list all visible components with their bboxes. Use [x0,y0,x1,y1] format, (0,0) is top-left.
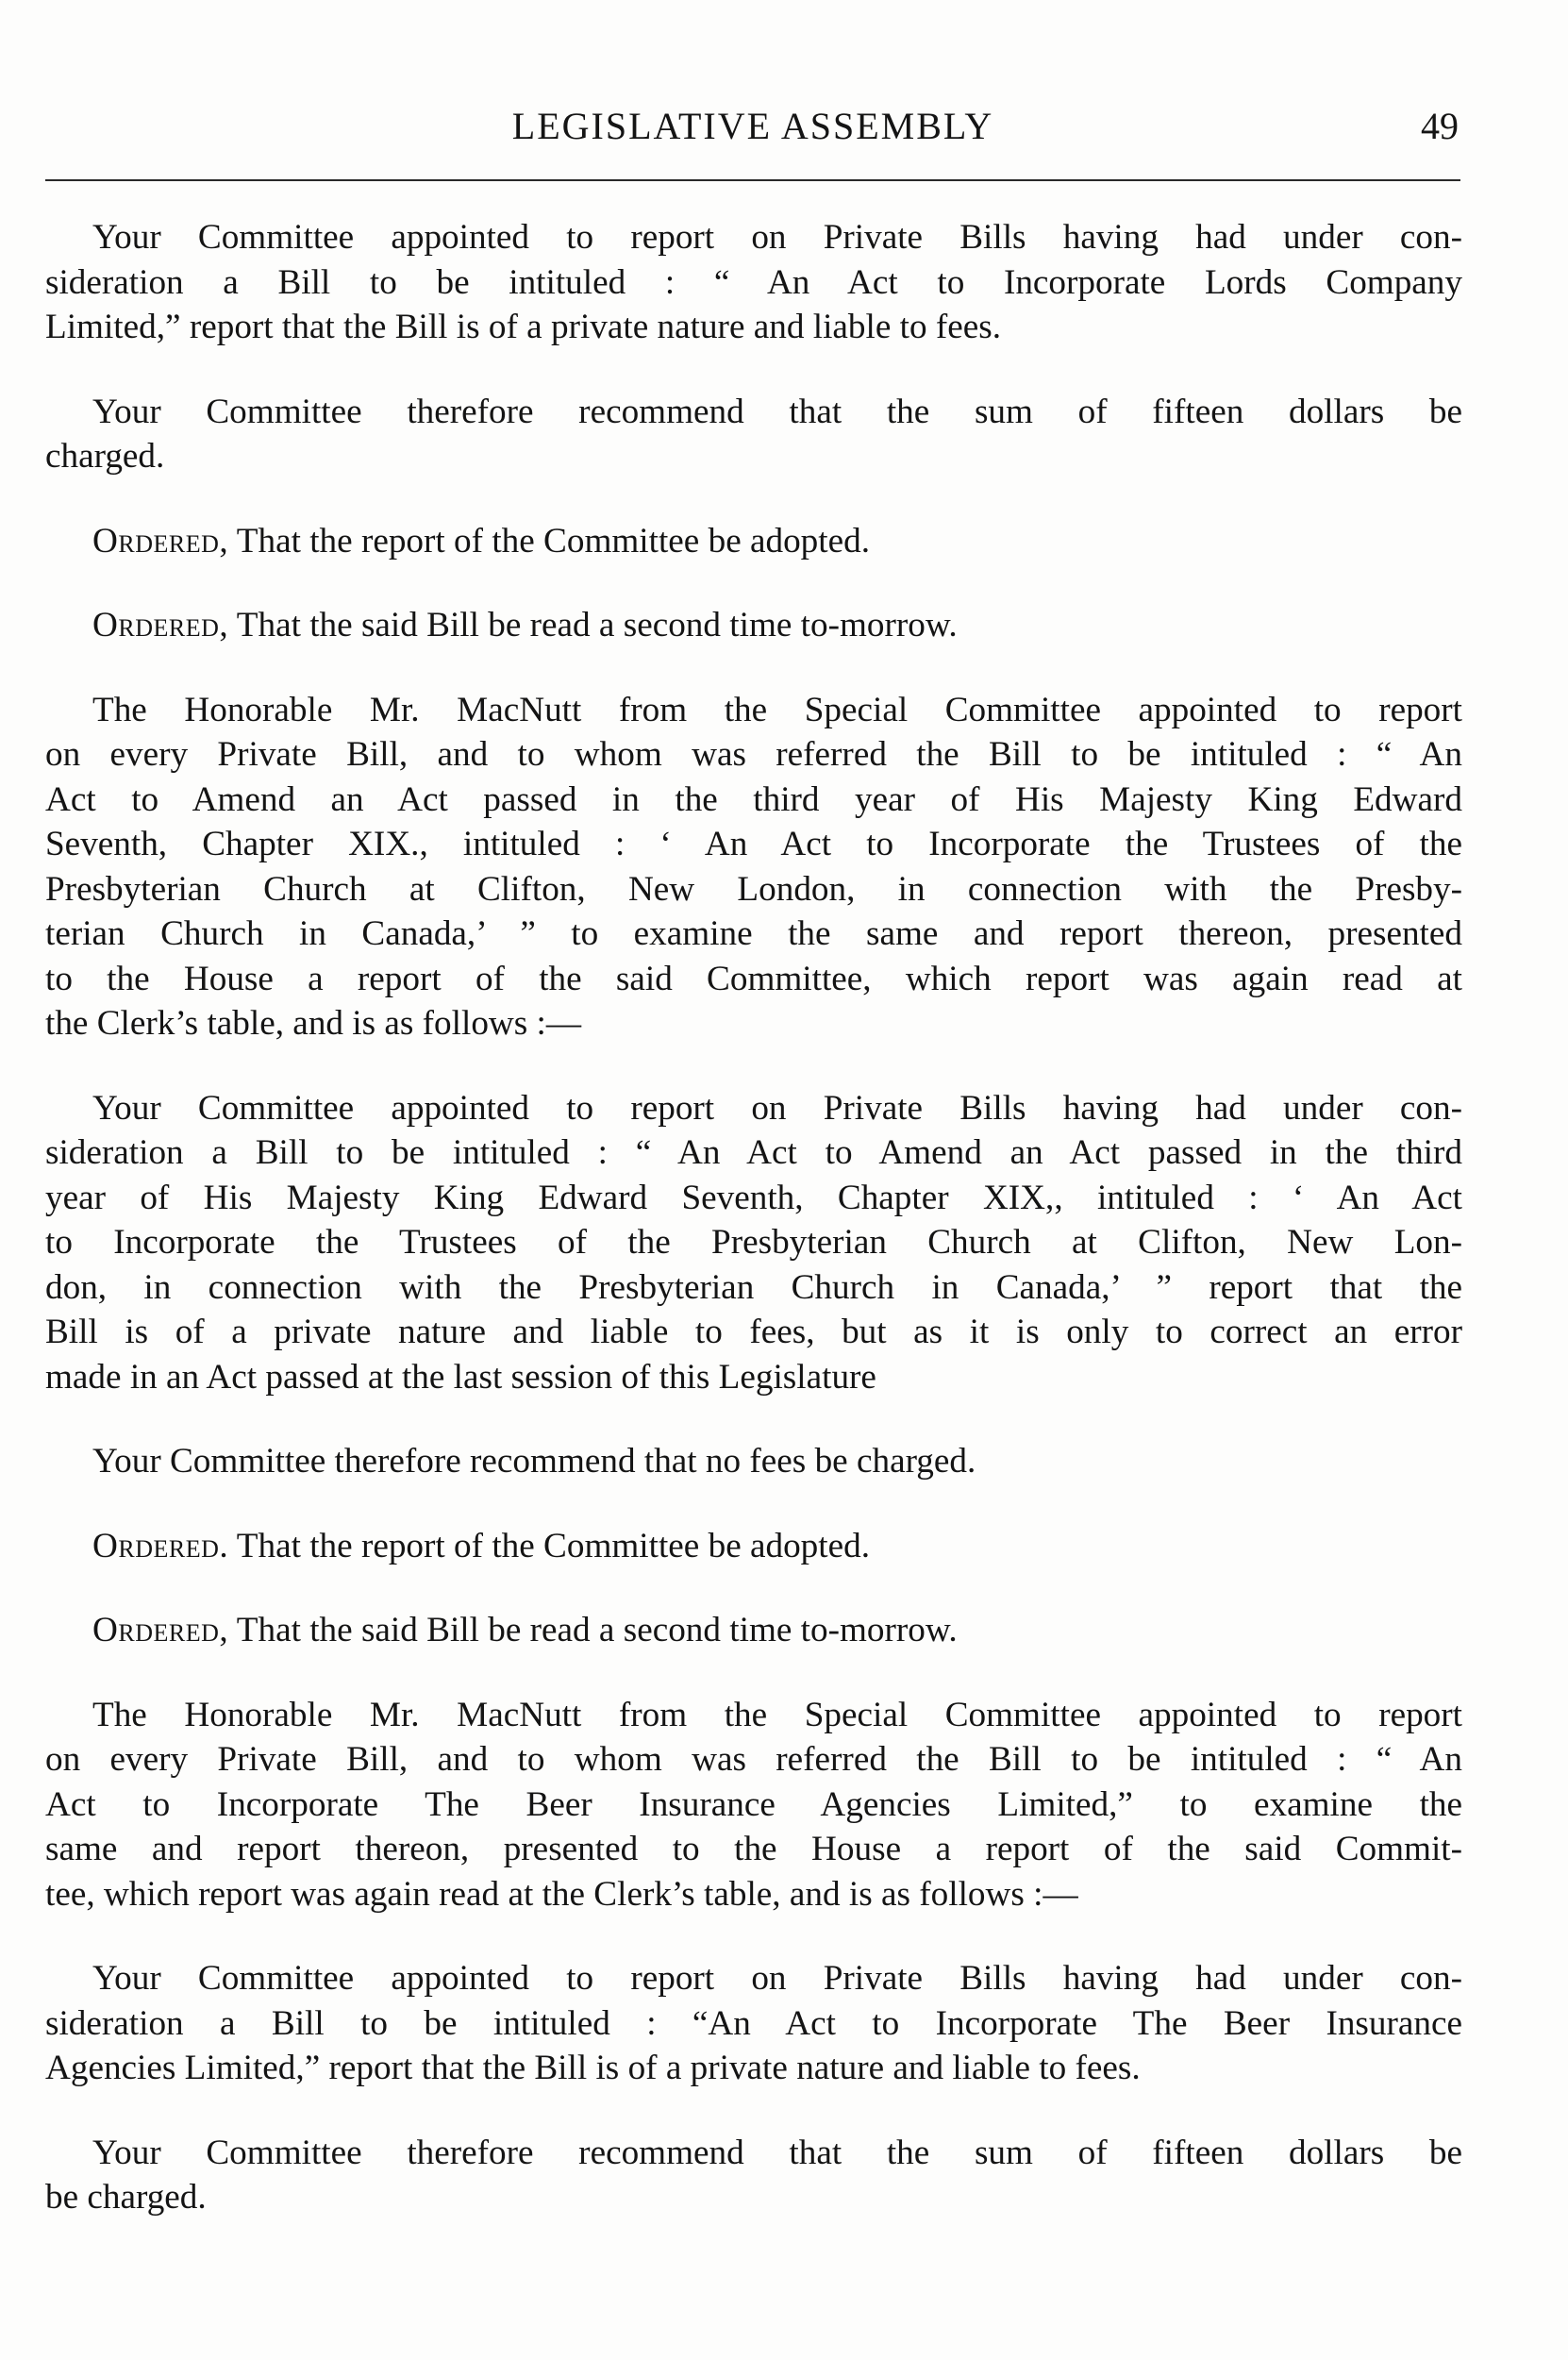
paragraph-line: Presbyterian Church at Clifton, New London, in connection with the Presby- [45,869,1462,909]
paragraph-line: sideration a Bill to be intituled : “ An Act to Incorporate Lords Company [45,262,1462,302]
paragraph-line: Your Committee appointed to report on Private Bills having had under con- [92,1959,1462,1998]
ordered-label: Ordered, [92,606,229,644]
paragraph-line: Your Committee therefore recommend that the sum of fifteen dollars be [92,392,1462,431]
paragraph-line: same and report thereon, presented to the House a report of the said Commit- [45,1830,1462,1868]
paragraph-line: The Honorable Mr. MacNutt from the Special Committee appointed to report [92,690,1462,729]
paragraph-line: The Honorable Mr. MacNutt from the Special Committee appointed to report [92,1695,1462,1734]
paragraph-line: Your Committee appointed to report on Private Bills having had under con- [92,218,1462,257]
paragraph-line: to Incorporate the Trustees of the Presbyterian Church at Clifton, New Lon- [45,1223,1462,1262]
paragraph-line: Bill is of a private nature and liable to fees, but as it is only to correct an error [45,1313,1462,1351]
paragraph [45,1439,1462,1484]
paragraph [45,1956,1462,2091]
ordered-label: Ordered, [92,521,229,561]
paragraph-line: terian Church in Canada,’ ” to examine the same and report thereon, presented [45,914,1462,953]
paragraph [45,2131,1462,2220]
paragraph-line: Limited,” report that the Bill is of a private nature and liable to fees. [45,308,1002,346]
paragraph-line: year of His Majesty King Edward Seventh, Chapter XIX,, intituled : ‘ An Act [45,1178,1462,1217]
paragraph [45,688,1462,1046]
paragraph-line: Your Committee appointed to report on Private Bills having had under con- [92,1088,1462,1128]
paragraph-line: the Clerk’s table, and is as follows :— [45,1004,582,1043]
ordered-motion [45,1608,1462,1653]
paragraph-line: Seventh, Chapter XIX., intituled : ‘ An Act to Incorporate the Trustees of the [45,825,1462,863]
paragraph-line: tee, which report was again read at the Clerk’s table, and is as follows :— [45,1874,1078,1914]
ordered-motion [45,603,1462,648]
paragraph-line: to the House a report of the said Committee, which report was again read at [45,959,1462,998]
page-header [45,94,1460,151]
paragraph-line: Your Committee therefore recommend that the sum of fifteen dollars be [92,2133,1462,2172]
paragraph-line: charged. [45,437,165,476]
ordered-label: Ordered. [92,1526,229,1565]
paragraph-line: on every Private Bill, and to whom was referred the Bill to be intituled : “ An [45,735,1462,774]
paragraph-line: don, in connection with the Presbyterian Church in Canada,’ ” report that the [45,1267,1462,1307]
ordered-motion [45,1524,1462,1569]
ordered-text: That the said Bill be read a second time to-morrow. [228,606,958,644]
paragraph-line: sideration a Bill to be intituled : “An Act to Incorporate The Beer Insurance [45,2003,1462,2043]
ordered-text: That the report of the Committee be adopted. [228,521,871,561]
paragraph-line: made in an Act passed at the last session of this Legislature [45,1357,876,1397]
paragraph [45,215,1462,350]
paragraph-line: Your Committee therefore recommend that no fees be charged. [92,1442,976,1481]
ordered-motion [45,519,1462,564]
journal-body [45,215,1462,2260]
ordered-text: That the said Bill be read a second time to-morrow. [228,1611,958,1649]
header-rule [45,179,1460,181]
paragraph-line: be charged. [45,2178,207,2217]
running-title: LEGISLATIVE ASSEMBLY [511,105,994,147]
paragraph-line: Agencies Limited,” report that the Bill is of a private nature and liable to fees. [45,2049,1141,2087]
paragraph-line: Act to Amend an Act passed in the third year of His Majesty King Edward [45,779,1462,819]
ordered-text: That the report of the Committee be adopted. [228,1526,871,1565]
ordered-label: Ordered, [92,1611,229,1649]
paragraph-line: on every Private Bill, and to whom was referred the Bill to be intituled : “ An [45,1740,1462,1779]
paragraph-line: Act to Incorporate The Beer Insurance Agencies Limited,” to examine the [45,1784,1462,1824]
paragraph [45,1086,1462,1400]
paragraph [45,1693,1462,1917]
paragraph-line: sideration a Bill to be intituled : “ An Act to Amend an Act passed in the third [45,1133,1462,1172]
paragraph [45,390,1462,479]
page-number: 49 [1421,105,1459,147]
